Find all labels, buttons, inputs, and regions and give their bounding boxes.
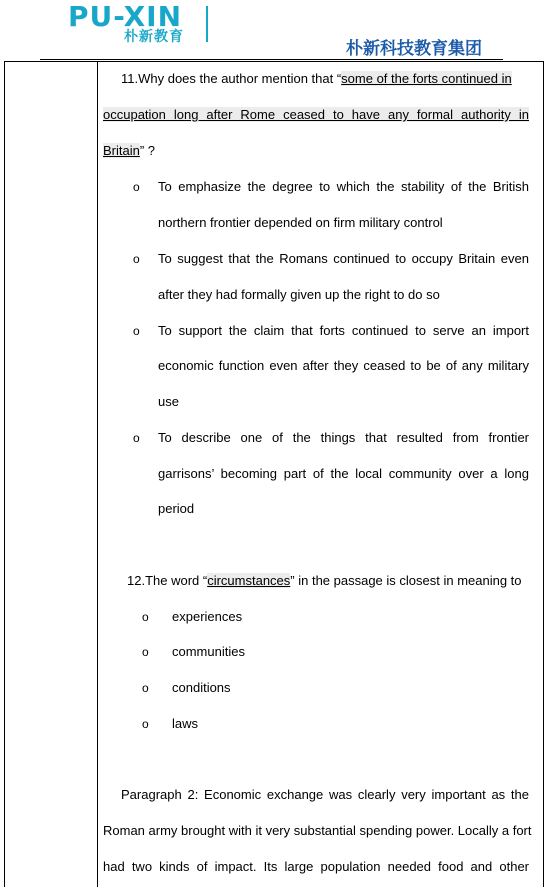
- paragraph-line: Roman army brought with it very substantial spending power. Locally a fort: [103, 823, 532, 838]
- option-bullet: o: [133, 431, 140, 445]
- option-text: To emphasize the degree to which the stability of the British: [158, 179, 529, 194]
- page-header: [0, 0, 551, 62]
- question-11-line-2: [103, 105, 529, 125]
- option-bullet: o: [142, 610, 149, 624]
- question-12-line-1: [127, 571, 529, 591]
- option-bullet: o: [133, 324, 140, 338]
- brand-logo-subtitle: 朴新教育: [124, 29, 184, 45]
- option-text: after they had formally given up the right to do so: [158, 287, 440, 302]
- option-text: To suggest that the Romans continued to occupy Britain even: [158, 251, 529, 266]
- question-12-prefix: 12.The word “: [127, 573, 208, 588]
- option-text: economic function even after they ceased to be of any military: [158, 358, 529, 373]
- option-bullet: o: [142, 717, 149, 731]
- option-text: use: [158, 394, 179, 409]
- option-text: conditions: [172, 680, 231, 695]
- option-bullet: o: [142, 645, 149, 659]
- question-11-prefix: 11.Why does the author mention that “: [121, 71, 342, 86]
- question-11-suffix: ” ?: [139, 143, 156, 158]
- option-bullet: o: [133, 180, 140, 194]
- option-text: period: [158, 501, 195, 516]
- question-11-highlight-2: occupation long after Rome ceased to have any formal authority in: [103, 107, 529, 122]
- question-11-highlight-3: Britain: [103, 143, 140, 158]
- option-bullet: o: [142, 681, 149, 695]
- paragraph-line: Paragraph 2: Economic exchange was clearly very important as the: [121, 787, 529, 802]
- table-column-divider: [97, 61, 98, 887]
- question-12-highlight: circumstances: [207, 573, 291, 588]
- option-text: experiences: [172, 609, 243, 624]
- option-text: northern frontier depended on firm military control: [158, 215, 443, 230]
- organization-title: 朴新科技教育集团: [346, 39, 482, 59]
- question-12-suffix: ” in the passage is closest in meaning to: [290, 573, 522, 588]
- option-text: To describe one of the things that resulted from frontier: [158, 430, 529, 445]
- option-text: communities: [172, 644, 245, 659]
- option-text: garrisons’ becoming part of the local community over a long: [158, 466, 529, 481]
- header-rule: [40, 59, 503, 60]
- option-text: To support the claim that forts continued to serve an import: [158, 323, 529, 338]
- question-11-line-1: [121, 69, 529, 89]
- paragraph-line: had two kinds of impact. Its large population needed food and other: [103, 859, 529, 874]
- option-bullet: o: [133, 252, 140, 266]
- question-11-highlight-1: some of the forts continued in: [341, 71, 512, 86]
- question-11-line-3: [103, 141, 529, 161]
- brand-logo: PU-XIN: [68, 0, 183, 33]
- option-text: laws: [172, 716, 199, 731]
- logo-divider: [206, 6, 208, 42]
